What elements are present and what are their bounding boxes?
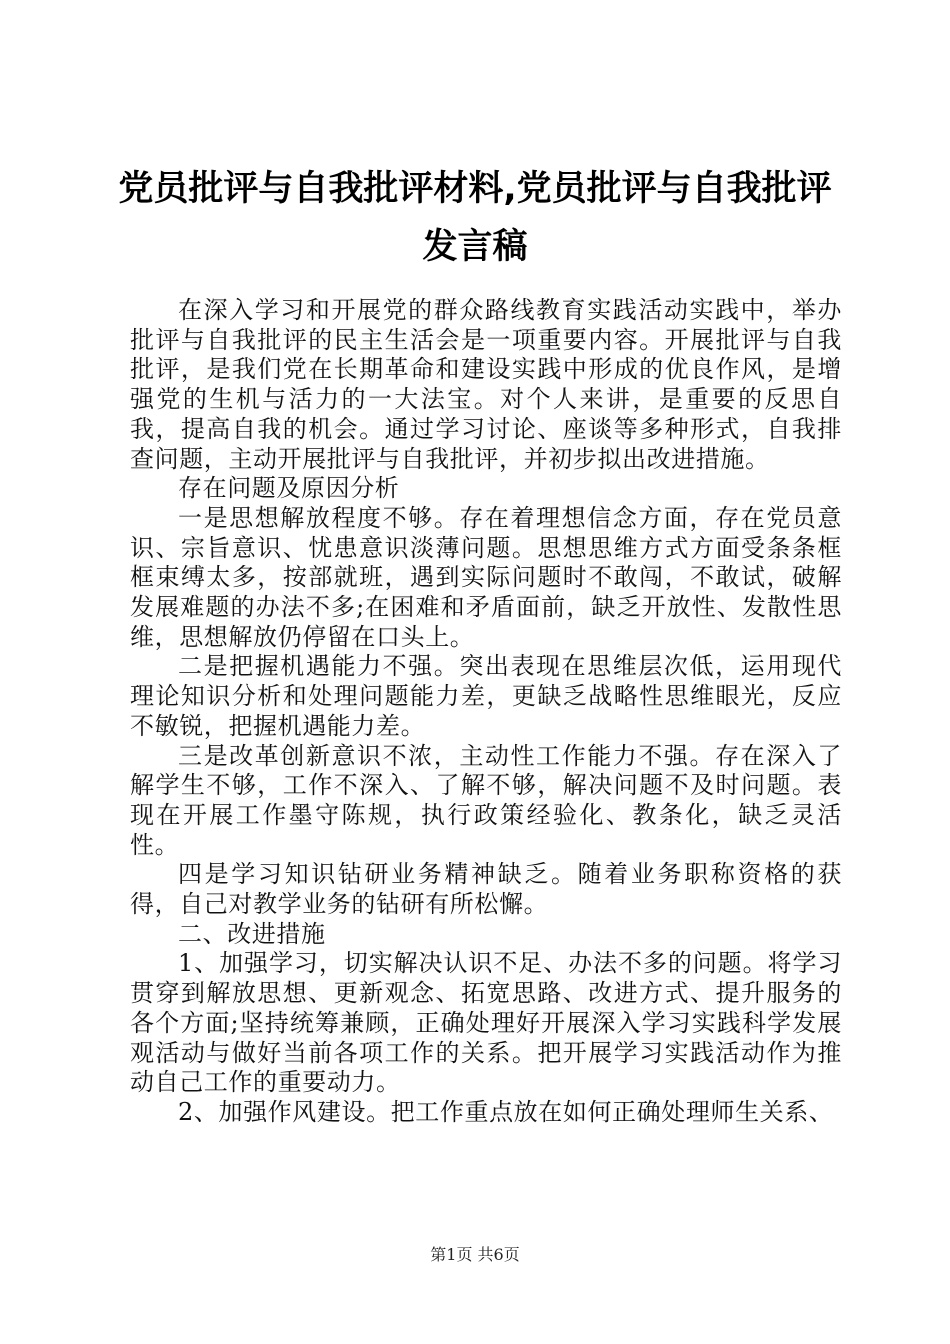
paragraph-problem-3: 三是改革创新意识不浓，主动性工作能力不强。存在深入了解学生不够，工作不深入、了解不够，解决问题不及时问题。表现在开展工作墨守陈规，执行政策经验化、教条化，缺乏灵活性。 bbox=[130, 741, 842, 859]
paragraph-measure-2: 2、加强作风建设。把工作重点放在如何正确处理师生关系、 bbox=[178, 1097, 834, 1126]
page-footer: 第1页 共6页 bbox=[430, 1245, 520, 1264]
document-body bbox=[130, 296, 842, 1128]
section-heading-problems: 存在问题及原因分析 bbox=[178, 474, 400, 503]
paragraph-intro: 在深入学习和开展党的群众路线教育实践活动实践中，举办批评与自我批评的民主生活会是一项重要内容。开展批评与自我批评，是我们党在长期革命和建设实践中形成的优良作风，是增强党的生机与活力的一大法宝。对个人来讲，是重要的反思自我，提高自我的机会。通过学习讨论、座谈等多种形式，自我排查问题，主动开展批评与自我批评，并初步拟出改进措施。 bbox=[130, 296, 842, 473]
paragraph-problem-1: 一是思想解放程度不够。存在着理想信念方面，存在党员意识、宗旨意识、忧患意识淡薄问题。思想思维方式方面受条条框框束缚太多，按部就班，遇到实际问题时不敢闯，不敢试，破解发展难题的办法不多;在困难和矛盾面前，缺乏开放性、发散性思维，思想解放仍停留在口头上。 bbox=[130, 503, 842, 651]
paragraph-problem-2: 二是把握机遇能力不强。突出表现在思维层次低，运用现代理论知识分析和处理问题能力差，更缺乏战略性思维眼光，反应不敏锐，把握机遇能力差。 bbox=[130, 652, 842, 740]
paragraph-measure-1: 1、加强学习，切实解决认识不足、办法不多的问题。将学习贯穿到解放思想、更新观念、拓宽思路、改进方式、提升服务的各个方面;坚持统筹兼顾，正确处理好开展深入学习实践科学发展观活动与做好当前各项工作的关系。把开展学习实践活动作为推动自己工作的重要动力。 bbox=[130, 949, 842, 1097]
section-heading-measures: 二、改进措施 bbox=[178, 919, 326, 948]
paragraph-problem-4: 四是学习知识钻研业务精神缺乏。随着业务职称资格的获得，自己对教学业务的钻研有所松懈。 bbox=[130, 860, 842, 919]
document-title: 党员批评与自我批评材料,党员批评与自我批评发言稿 bbox=[118, 169, 832, 267]
